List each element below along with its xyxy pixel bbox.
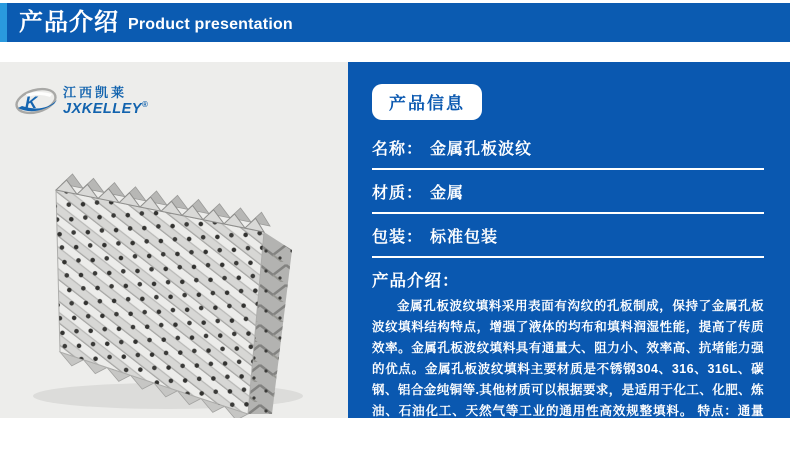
product-image-card — [0, 62, 348, 418]
intro-heading: 产品介绍： — [372, 272, 460, 290]
spec-rows — [372, 126, 764, 258]
spec-label: 材质： — [372, 185, 424, 202]
page-title-cn: 产品介绍 — [19, 9, 119, 36]
spec-row-packaging — [372, 214, 764, 258]
intro-paragraph: 金属孔板波纹填料采用表面有沟纹的孔板制成，保持了金属孔板波纹填料结构特点，增强了液体的均布和填料润湿性能，提高了传质效率。金属孔板波纹填料具有通量大、阻力小、效率高、抗堵能力强的优点。金属孔板波纹填料主要材质是不锈钢304、316、316L、碳钢、铝合金纯铜等.其他材质可以根据要求，是适用于化工、化肥、炼油、石油化工、天然气等工业的通用性高效规整填料。 特点：通量大，阻力小，效率高 。在精馏、吸收、萃取等单元操作中广泛应用。 — [372, 299, 764, 439]
spec-value: 标准包装 — [430, 229, 499, 246]
kelley-swoosh-icon — [14, 86, 60, 116]
spec-row-name — [372, 126, 764, 170]
spec-label: 名称： — [372, 141, 424, 158]
spec-value: 金属 — [430, 185, 465, 202]
header-accent-stripe — [0, 3, 7, 42]
svg-text:K: K — [25, 93, 38, 113]
registered-mark: ® — [141, 100, 149, 109]
spec-value: 金属孔板波纹 — [430, 141, 533, 158]
page-title-en: Product presentation — [128, 15, 293, 33]
brand-name-en: JXKELLEY® — [63, 100, 149, 117]
product-info-panel — [348, 62, 790, 439]
product-info-badge: 产品信息 — [372, 84, 482, 120]
brand-logo — [14, 86, 148, 116]
page-header — [0, 3, 790, 42]
spec-row-material — [372, 170, 764, 214]
brand-name-cn: 江西凯莱 — [63, 85, 128, 100]
spec-label: 包装： — [372, 229, 424, 246]
